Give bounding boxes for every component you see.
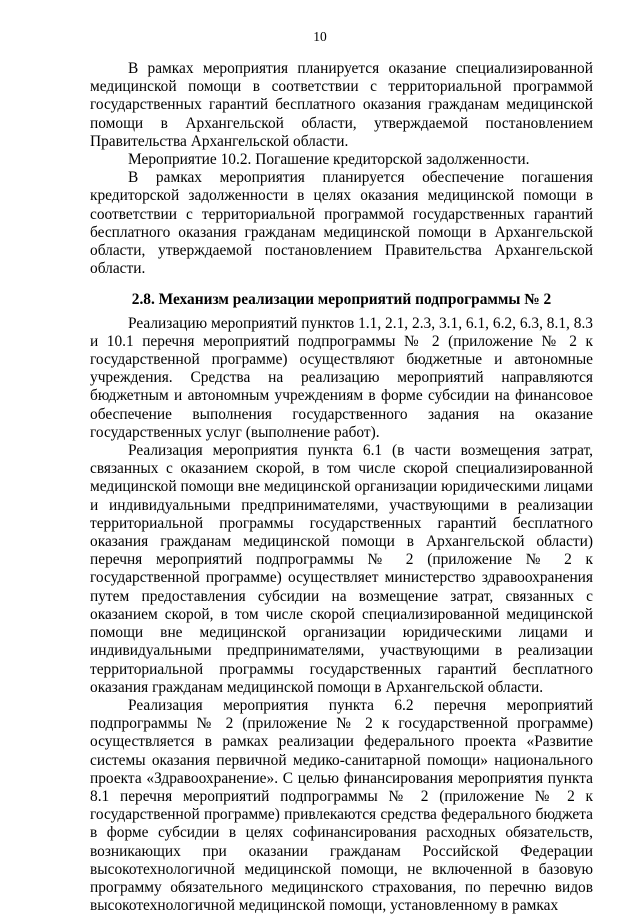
document-body <box>90 60 593 915</box>
paragraph: Мероприятие 10.2. Погашение кредиторской задолженности. <box>128 151 530 169</box>
paragraph: В рамках мероприятия планируется обеспечение погашения кредиторской задолженности в целях оказания медицинской помощи в соответствии с территориальной программой государственных гарантий бесплатного оказания гражданам медицинской помощи в Архангельской области, утверждаемой постановлением Правительства Архангельской области. <box>90 169 593 278</box>
paragraph: Реализацию мероприятий пунктов 1.1, 2.1, 2.3, 3.1, 6.1, 6.2, 6.3, 8.1, 8.3 и 10.1 перечня мероприятий подпрограммы № 2 (приложение № 2 к государственной программе) осуществляют бюджетные и автономные учреждения. Средства на реализацию мероприятий направляются бюджетным и автономным учреждениям в форме субсидии на финансовое обеспечение выполнения государственного задания на оказание государственных услуг (выполнение работ). <box>90 314 593 441</box>
paragraph: В рамках мероприятия планируется оказание специализированной медицинской помощи в соответствии с территориальной программой государственных гарантий бесплатного оказания гражданам медицинской помощи в Архангельской области, утверждаемой постановлением Правительства Архангельской области. <box>90 60 593 150</box>
section-heading: 2.8. Механизм реализации мероприятий подпрограммы № 2 <box>131 291 552 309</box>
page-number: 10 <box>313 29 327 44</box>
paragraph: Реализация мероприятия пункта 6.2 перечня мероприятий подпрограммы № 2 (приложение № 2 к государственной программе) осуществляется в рамках реализации федерального проекта «Развитие системы оказания первичной медико-санитарной помощи» национального проекта «Здравоохранение». С целью финансирования мероприятия пункта 8.1 перечня мероприятий подпрограммы № 2 (приложение № 2 к государственной программе) привлекаются средства федерального бюджета в форме субсидии в целях софинансирования расходных обязательств, возникающих при оказании гражданам Российской Федерации высокотехнологичной медицинской помощи, не включенной в базовую программу обязательного медицинского страхования, по перечню видов высокотехнологичной медицинской помощи, установленному в рамках <box>90 696 593 915</box>
paragraph: Реализация мероприятия пункта 6.1 (в части возмещения затрат, связанных с оказанием скорой, в том числе скорой специализированной медицинской помощи вне медицинской организации юридическими лицами и индивидуальными предпринимателями, участвующими в реализации территориальной программы государственных гарантий бесплатного оказания гражданам медицинской помощи в Архангельской области) перечня мероприятий подпрограммы № 2 (приложение № 2 к государственной программе) осуществляет министерство здравоохранения путем предоставления субсидии на возмещение затрат, связанных с оказанием скорой, в том числе скорой специализированной медицинской помощи вне медицинской организации юридическими лицами и индивидуальными предпринимателями, участвующими в реализации территориальной программы государственных гарантий бесплатного оказания гражданам медицинской помощи в Архангельской области. <box>90 442 593 696</box>
